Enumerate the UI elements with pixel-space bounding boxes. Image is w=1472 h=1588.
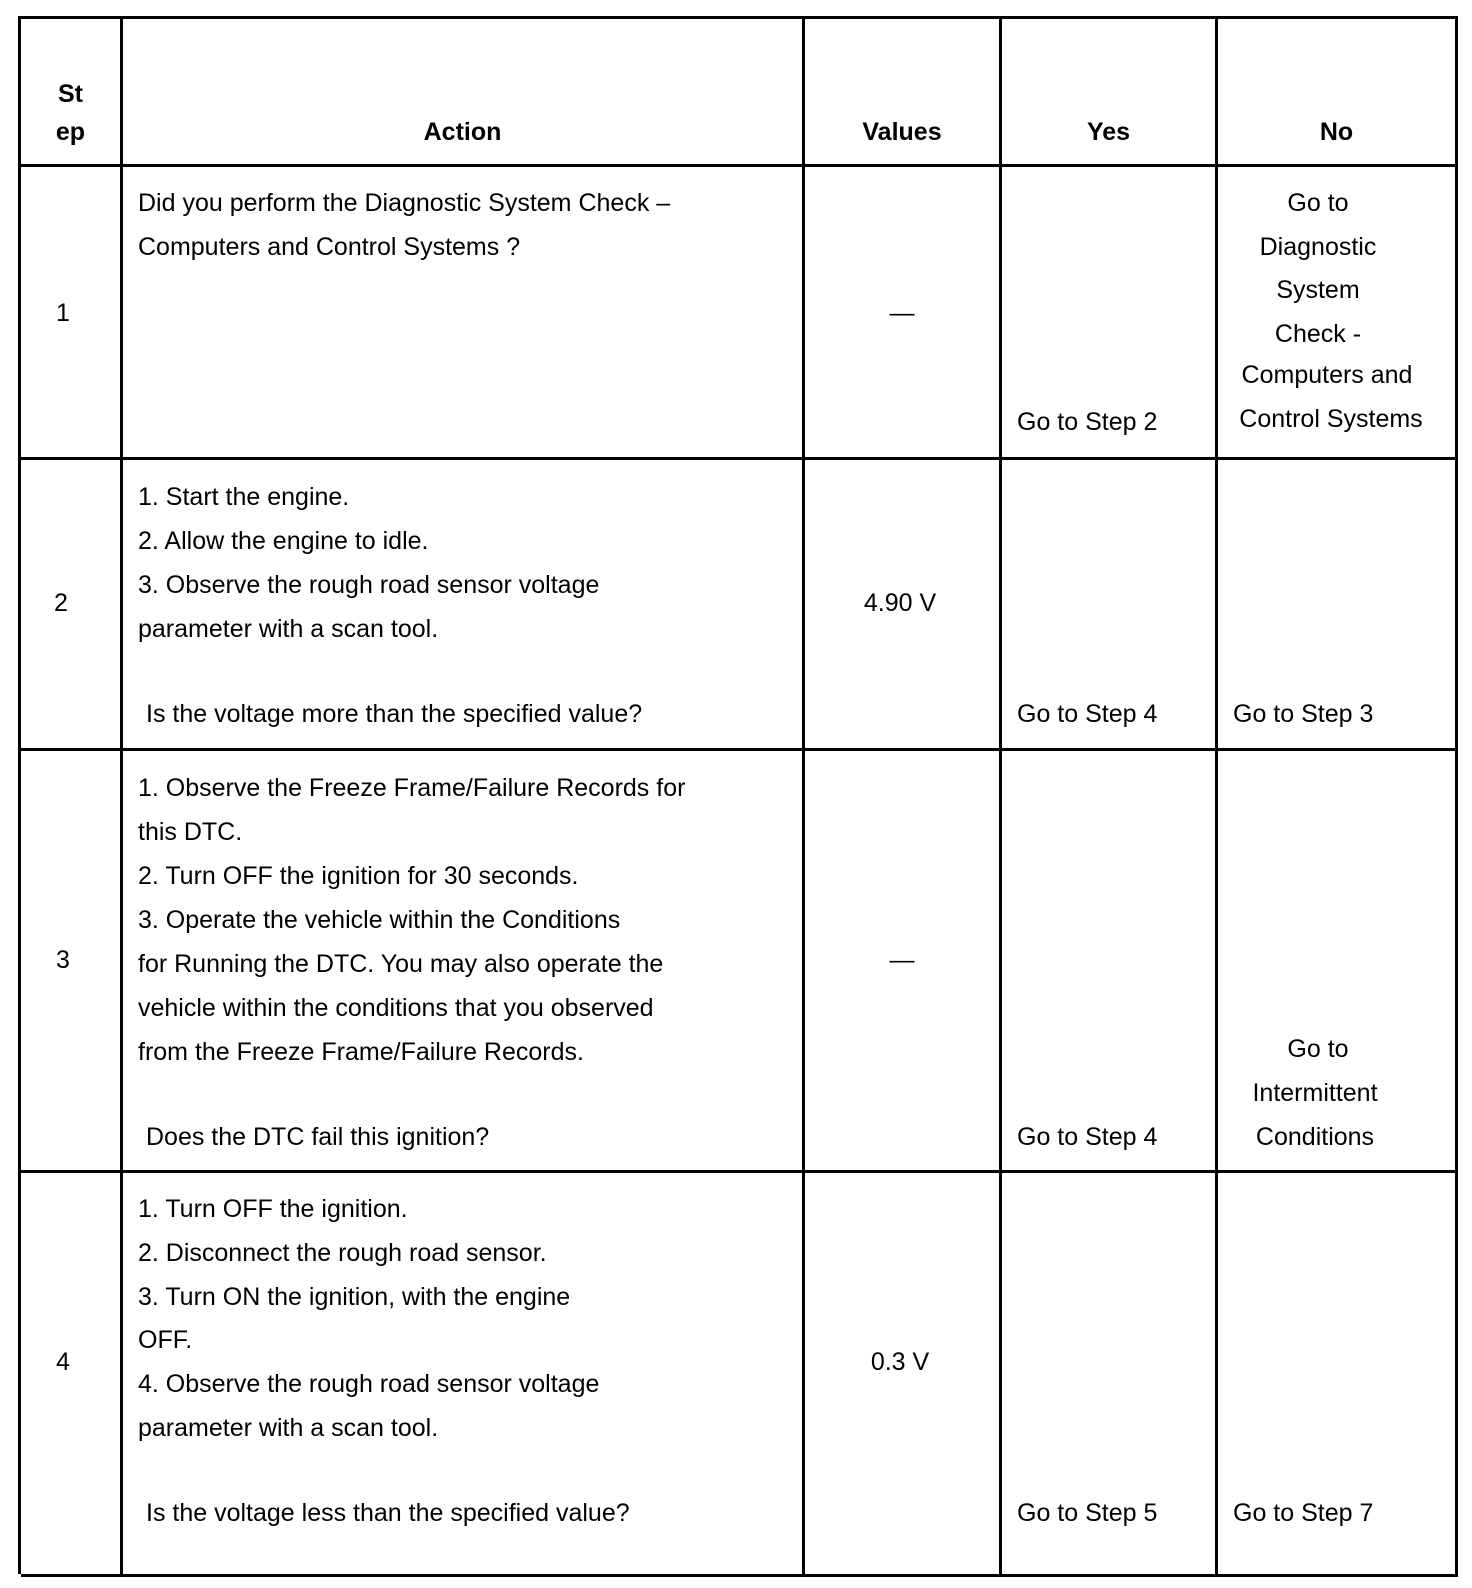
row4-action-line: 2. Disconnect the rough road sensor. xyxy=(138,1239,547,1267)
row3-question: Does the DTC fail this ignition? xyxy=(146,1123,490,1151)
row4-action-line: parameter with a scan tool. xyxy=(138,1414,439,1442)
row4-step: 4 xyxy=(21,1173,123,1577)
row2-yes: Go to Step 4 xyxy=(1002,460,1218,751)
row3-yes: Go to Step 4 xyxy=(1002,751,1218,1173)
header-step-line1: St xyxy=(58,80,83,108)
row4-action-line: 4. Observe the rough road sensor voltage xyxy=(138,1370,600,1398)
header-action: Action xyxy=(123,19,805,167)
row4-value: 0.3 V xyxy=(805,1173,1002,1577)
row2-action-line: 3. Observe the rough road sensor voltage xyxy=(138,571,600,599)
row4-no: Go to Step 7 xyxy=(1218,1173,1458,1577)
row1-no: Go to Diagnostic System Check - Computers and Control Systems xyxy=(1218,167,1458,460)
row4-action-line: 1. Turn OFF the ignition. xyxy=(138,1195,408,1223)
row2-action-line: 1. Start the engine. xyxy=(138,483,350,511)
row1-value: — xyxy=(805,167,1002,460)
row2-no: Go to Step 3 xyxy=(1218,460,1458,751)
row2-action-line: parameter with a scan tool. xyxy=(138,615,439,643)
row3-action xyxy=(123,751,805,1173)
row3-action-line: 1. Observe the Freeze Frame/Failure Records for xyxy=(138,774,686,802)
row4-action xyxy=(123,1173,805,1577)
row3-action-line: for Running the DTC. You may also operate the xyxy=(138,950,664,978)
diagnostic-table xyxy=(18,16,1458,1574)
header-yes: Yes xyxy=(1002,19,1218,167)
row3-value: — xyxy=(805,751,1002,1173)
row1-yes: Go to Step 2 xyxy=(1002,167,1218,460)
row3-action-line: vehicle within the conditions that you observed xyxy=(138,994,654,1022)
row4-action-line: 3. Turn ON the ignition, with the engine xyxy=(138,1283,571,1311)
row1-action xyxy=(123,167,805,460)
row3-action-line: this DTC. xyxy=(138,818,243,846)
row2-step: 2 xyxy=(21,460,123,751)
row3-step: 3 xyxy=(21,751,123,1173)
row3-action-line: 2. Turn OFF the ignition for 30 seconds. xyxy=(138,862,579,890)
row2-action xyxy=(123,460,805,751)
row3-action-line: from the Freeze Frame/Failure Records. xyxy=(138,1038,584,1066)
row4-action-line: OFF. xyxy=(138,1326,193,1354)
row1-step: 1 xyxy=(21,167,123,460)
row3-action-line: 3. Operate the vehicle within the Conditions xyxy=(138,906,621,934)
row4-question: Is the voltage less than the specified value? xyxy=(146,1499,630,1527)
header-step-line2: ep xyxy=(55,118,86,146)
header-no: No xyxy=(1218,19,1458,167)
row2-action-line: 2. Allow the engine to idle. xyxy=(138,527,429,555)
header-step xyxy=(21,19,123,167)
row1-action-line: Did you perform the Diagnostic System Check – xyxy=(138,189,671,217)
row4-yes: Go to Step 5 xyxy=(1002,1173,1218,1577)
header-values: Values xyxy=(805,19,1002,167)
row2-value: 4.90 V xyxy=(805,460,1002,751)
row3-no: Go to Intermittent Conditions xyxy=(1218,751,1458,1173)
row2-question: Is the voltage more than the specified value? xyxy=(146,700,643,728)
row1-action-line: Computers and Control Systems ? xyxy=(138,233,521,261)
